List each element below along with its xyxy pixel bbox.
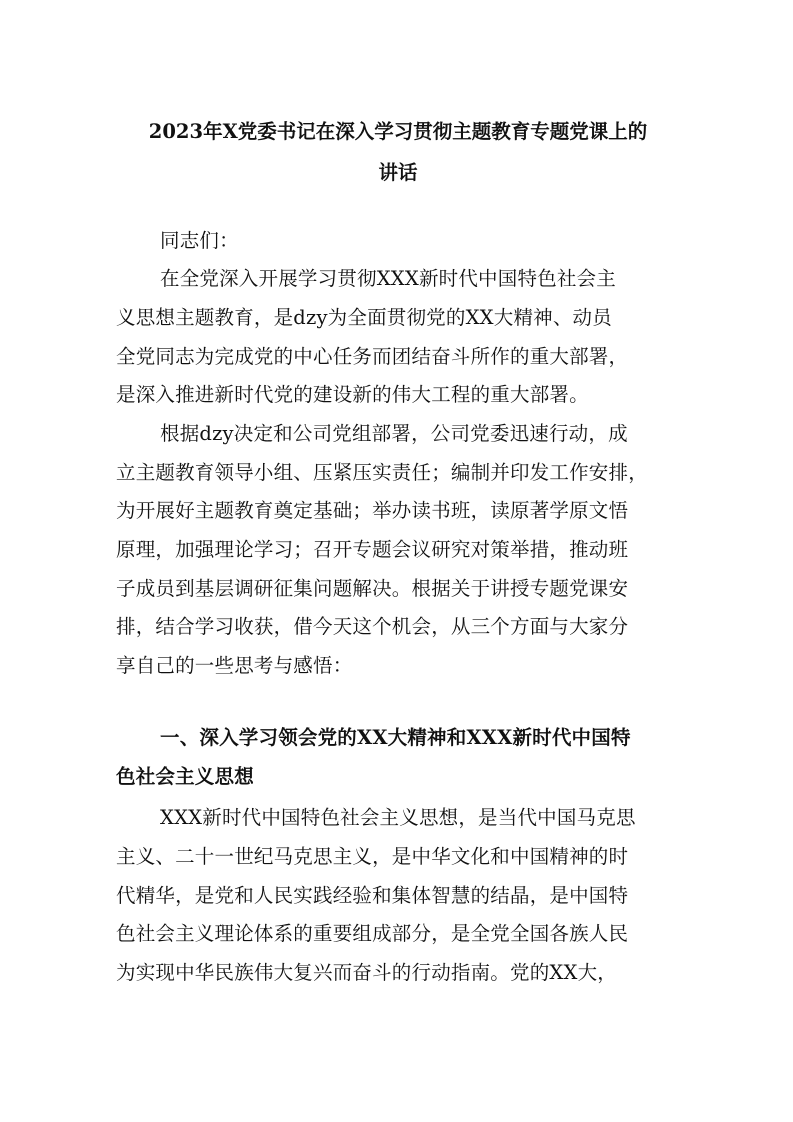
paragraph-1-line-2: 义思想主题教育，是dzy为全面贯彻党的XX大精神、动员 bbox=[116, 306, 612, 329]
paragraph-3-line-5: 为实现中华民族伟大复兴而奋斗的行动指南。党的XX大， bbox=[116, 961, 617, 984]
paragraph-1-line-3: 全党同志为完成党的中心任务而团结奋斗所作的重大部署， bbox=[116, 345, 629, 368]
paragraph-1-line-4: 是深入推进新时代党的建设新的伟大工程的重大部署。 bbox=[116, 383, 589, 406]
paragraph-3-line-2: 主义、二十一世纪马克思主义，是中华文化和中国精神的时 bbox=[116, 845, 629, 868]
paragraph-2-line-7: 享自己的一些思考与感悟： bbox=[116, 654, 353, 677]
paragraph-1-line-1: 在全党深入开展学习贯彻XXX新时代中国特色社会主 bbox=[160, 267, 616, 290]
document-title-line-2: 讲话 bbox=[378, 161, 418, 184]
paragraph-3-line-3: 代精华，是党和人民实践经验和集体智慧的结晶，是中国特 bbox=[116, 884, 629, 907]
section-heading-1-line-1: 一、深入学习领会党的XX大精神和XXX新时代中国特 bbox=[160, 726, 631, 749]
paragraph-2-line-2: 立主题教育领导小组、压紧压实责任；编制并印发工作安排， bbox=[116, 461, 648, 484]
paragraph-2-line-4: 原理，加强理论学习；召开专题会议研究对策举措，推动班 bbox=[116, 538, 629, 561]
paragraph-2-line-1: 根据dzy决定和公司党组部署，公司党委迅速行动，成 bbox=[160, 422, 628, 445]
paragraph-2-line-6: 排，结合学习收获，借今天这个机会，从三个方面与大家分 bbox=[116, 615, 629, 638]
paragraph-3-line-1: XXX新时代中国特色社会主义思想，是当代中国马克思 bbox=[160, 806, 636, 829]
paragraph-3-line-4: 色社会主义理论体系的重要组成部分，是全党全国各族人民 bbox=[116, 922, 629, 945]
paragraph-2-line-5: 子成员到基层调研征集问题解决。根据关于讲授专题党课安 bbox=[116, 577, 629, 600]
salutation: 同志们： bbox=[160, 229, 239, 252]
paragraph-2-line-3: 为开展好主题教育奠定基础；举办读书班，读原著学原文悟 bbox=[116, 499, 629, 522]
document-title-line-1: 2023年X党委书记在深入学习贯彻主题教育专题党课上的 bbox=[148, 120, 648, 143]
section-heading-1-line-2: 色社会主义思想 bbox=[116, 765, 254, 788]
